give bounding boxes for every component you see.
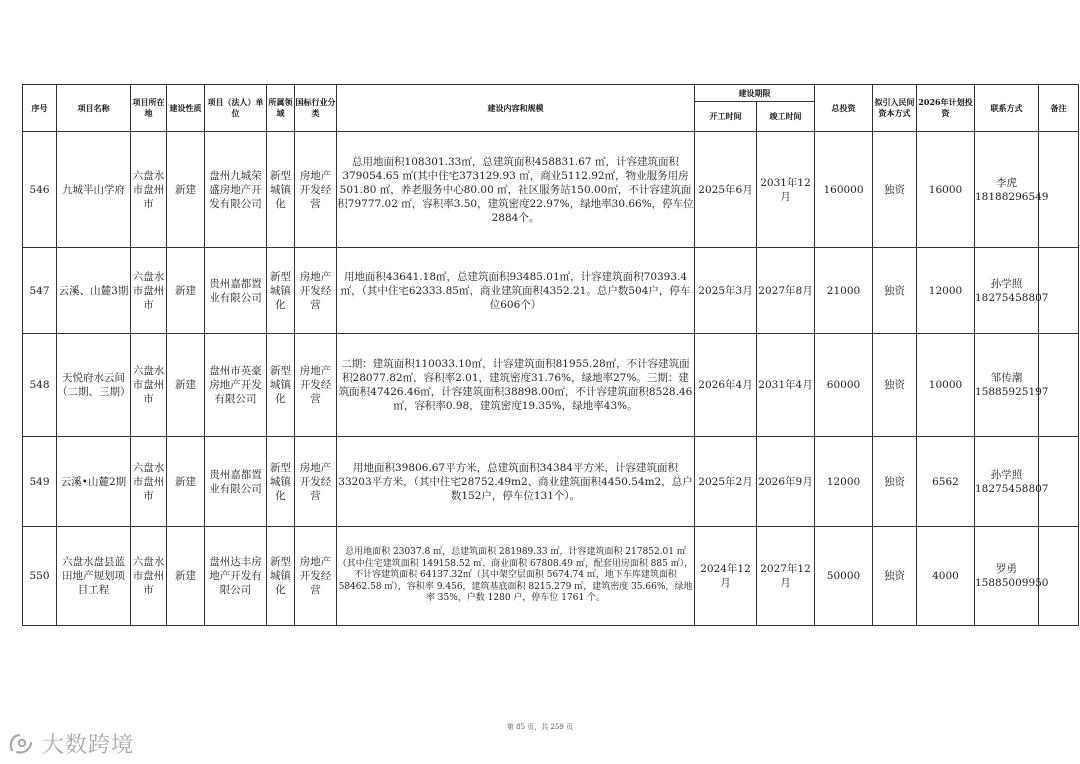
header-note: 备注 [1039,85,1079,132]
header-industry: 国标行业分类 [295,85,337,132]
cell-capital: 独资 [873,334,917,437]
header-end: 竣工时间 [757,102,815,132]
cell-name: 云溪•山麓2期 [57,437,131,527]
cell-contact [975,437,1049,527]
contact-name: 李虎 [996,176,1017,189]
cell-content: 用地面积43641.18㎡，总建筑面积93485.01㎡，计容建筑面积70393.4㎡，（其中住宅62333.85㎡，商业建筑面积4352.21。总户数504户，停车位606个） [337,248,695,334]
cell-start: 2025年2月 [695,437,757,527]
cell-total: 21000 [815,248,873,334]
header-field: 所属领域 [267,85,295,132]
cell-end: 2031年4月 [757,334,815,437]
cell-seq: 550 [23,527,57,626]
cell-contact [975,132,1049,248]
cell-nature: 新建 [167,132,205,248]
cell-plan2026: 12000 [917,248,975,334]
cell-unit: 盘州市英豪房地产开发有限公司 [205,334,267,437]
cell-location: 六盘水市盘州市 [131,437,167,527]
cell-capital: 独资 [873,132,917,248]
cell-industry: 房地产开发经营 [295,248,337,334]
cell-unit: 贵州嘉都置业有限公司 [205,248,267,334]
cell-plan2026: 10000 [917,334,975,437]
cell-seq: 548 [23,334,57,437]
cell-content: 总用地面积108301.33㎡，总建筑面积458831.67 ㎡，计容建筑面积379054.65 ㎡(其中住宅373129.93 ㎡，商业5112.92㎡，物业服务用房501.80 ㎡，养老服务中心80.00 ㎡，社区服务站150.00㎡，不计容建筑面积79777.02 ㎡，容积率3.50，建筑密度22.97%，绿地率30.66%，停车位2884个。 [337,132,695,248]
table-row [23,527,1079,626]
table-row [23,334,1079,437]
contact-phone: 18275458807 [975,482,1049,495]
cell-field: 新型城镇化 [267,527,295,626]
contact-phone: 18188296549 [975,190,1049,203]
cell-seq: 546 [23,132,57,248]
cell-field: 新型城镇化 [267,437,295,527]
cell-total: 60000 [815,334,873,437]
cell-capital: 独资 [873,248,917,334]
cell-capital: 独资 [873,527,917,626]
header-row [23,85,1079,102]
cell-field: 新型城镇化 [267,248,295,334]
contact-name: 孙学照 [990,468,1023,481]
cell-location: 六盘水市盘州市 [131,248,167,334]
cell-total: 12000 [815,437,873,527]
cell-start: 2026年4月 [695,334,757,437]
cell-plan2026: 16000 [917,132,975,248]
header-plan2026: 2026年计划投资 [917,85,975,132]
cell-industry: 房地产开发经营 [295,437,337,527]
cell-location: 六盘水市盘州市 [131,334,167,437]
cell-total: 160000 [815,132,873,248]
page-number: 第 85 页，共 259 页 [506,723,574,731]
header-contact: 联系方式 [975,85,1039,132]
header-period: 建设期限 [695,85,815,102]
cell-nature: 新建 [167,437,205,527]
cell-name: 天悦府水云间（二期、三期） [57,334,131,437]
header-seq: 序号 [23,85,57,132]
cell-location: 六盘水市盘州市 [131,132,167,248]
cell-end: 2027年12月 [757,527,815,626]
watermark [8,728,134,759]
cell-note [1039,527,1079,626]
cell-name: 云溪、山麓3期 [57,248,131,334]
cell-contact [975,527,1049,626]
cell-name: 九城半山学府 [57,132,131,248]
cell-content: 用地面积39806.67平方米，总建筑面积34384平方米，计容建筑面积33203平方米，（其中住宅28752.49m2、商业建筑面积4450.54m2，总户数152户，停车位131个）。 [337,437,695,527]
cell-unit: 盘州九城荣盛房地产开发有限公司 [205,132,267,248]
cell-unit: 贵州嘉都置业有限公司 [205,437,267,527]
header-location: 项目所在地 [131,85,167,132]
header-unit: 项目（法人）单位 [205,85,267,132]
cell-seq: 547 [23,248,57,334]
contact-phone: 15885009950 [975,577,1049,589]
cell-content: 总用地面积 23037.8 ㎡，总建筑面积 281989.33 ㎡，计容建筑面积 217852.01 ㎡（其中住宅建筑面积 149158.52 ㎡、商业面积 67808.49 ㎡，配套用房面积 885 ㎡），不计容建筑面积 64137.32㎡（其中架空层面积 5674.74 ㎡，地下车库建筑面积 58462.58 ㎡），容积率 9.456，建筑基底面积 8215.279 ㎡，建筑密度 35.66%，绿地率 35%，户数 1280 户，停车位 1761 个。 [337,527,695,626]
cell-note [1039,248,1079,334]
cell-unit: 盘州达丰房地产开发有限公司 [205,527,267,626]
cell-capital: 独资 [873,437,917,527]
header-nature: 建设性质 [167,85,205,132]
table-row [23,248,1079,334]
cell-industry: 房地产开发经营 [295,527,337,626]
project-table [22,84,1079,626]
cell-nature: 新建 [167,527,205,626]
cell-nature: 新建 [167,248,205,334]
header-content: 建设内容和规模 [337,85,695,132]
table-row [23,132,1079,248]
cell-name: 六盘水盘县蓝田地产规划项目工程 [57,527,131,626]
watermark-text: 大数跨境 [42,733,135,758]
cell-note [1039,334,1079,437]
cell-note [1039,132,1079,248]
cell-start: 2025年6月 [695,132,757,248]
contact-name: 罗勇 [996,563,1017,575]
cell-contact [975,334,1049,437]
cell-end: 2027年8月 [757,248,815,334]
cell-industry: 房地产开发经营 [295,334,337,437]
cell-plan2026: 6562 [917,437,975,527]
cell-note [1039,437,1079,527]
cell-contact [975,248,1049,334]
cell-end: 2026年9月 [757,437,815,527]
cell-field: 新型城镇化 [267,334,295,437]
contact-phone: 15885925197 [975,386,1049,398]
contact-name: 邹传潮 [990,372,1023,384]
contact-phone: 18275458807 [975,291,1049,304]
cell-field: 新型城镇化 [267,132,295,248]
header-name: 项目名称 [57,85,131,132]
cell-end: 2031年12月 [757,132,815,248]
cell-start: 2024年12月 [695,527,757,626]
header-total: 总投资 [815,85,873,132]
header-capital: 拟引入民间资本方式 [873,85,917,132]
cell-nature: 新建 [167,334,205,437]
cell-seq: 549 [23,437,57,527]
cell-total: 50000 [815,527,873,626]
cell-start: 2025年3月 [695,248,757,334]
header-start: 开工时间 [695,102,757,132]
brand-logo-icon [8,732,36,756]
contact-name: 孙学照 [990,277,1023,290]
cell-plan2026: 4000 [917,527,975,626]
table-row [23,437,1079,527]
cell-location: 六盘水市盘州市 [131,527,167,626]
cell-content: 二期：建筑面积110033.10㎡，计容建筑面积81955.28㎡，不计容建筑面积28077.82㎡，容积率2.01，建筑密度31.76%，绿地率27%。三期：建筑面积47426.46㎡，计容建筑面积38898.00㎡，不计容建筑面积8528.46㎡，容积率0.98，建筑密度19.35%，绿地率43%。 [337,334,695,437]
cell-industry: 房地产开发经营 [295,132,337,248]
